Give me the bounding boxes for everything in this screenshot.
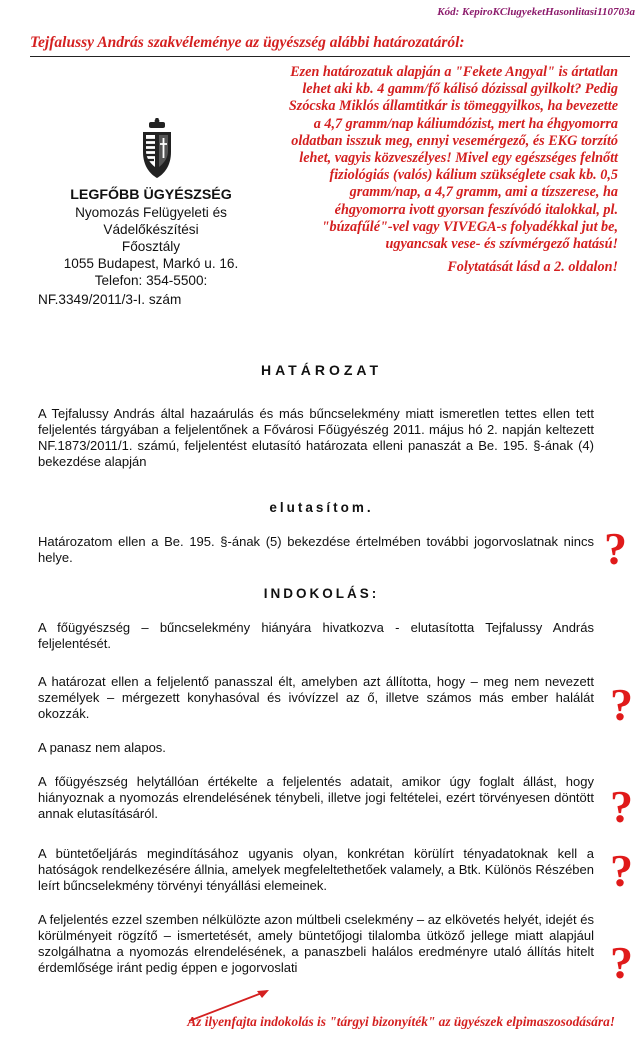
issuer-phone: Telefon: 354-5500:	[94, 273, 208, 288]
reasoning-paragraph-4: A főügyészség helytállóan értékelte a feljelentés adatait, amikor úgy foglalt állást, hogy hiányoznak a nyomozás elrendelésének ténybeli, illetve jogi feltételei, ezért törvényesen döntött annak elutasításáról.	[38, 774, 594, 821]
question-mark-annotation: ?	[604, 523, 627, 574]
intro-paragraph: A Tejfalussy András által hazaárulás és más bűncselekmény miatt ismeretlen tettes ellen tett feljelentés tárgyában a feljelentőnek a Fővárosi Főügyészég 2011. május hó 2. napján keltezett NF.1873/2011/1. számú, feljelentést elutasító határozata elleni panaszát a Be. 195. §-ának (4) bekezdése alapján	[38, 406, 594, 469]
reasoning-paragraph-3: A panasz nem alapos.	[38, 740, 166, 755]
red-commentary	[280, 64, 618, 276]
document-code: Kód: KepiroKClugyeketHasonlitasi110703a	[437, 6, 635, 18]
issuer-name: LEGFŐBB ÜGYÉSZSÉG	[70, 187, 232, 203]
issuer-block	[28, 187, 274, 289]
commentary-text: Ezen határozatuk alapján a "Fekete Angyal" is ártatlan lehet aki kb. 4 gamm/fő kálisó dózissal gyilkolt? Pedig Szócska Miklós államtitkár is tömeggyilkos, ha bevezette a 4,7 gramm/nap káliumdózist, mert ha éhgyomorra oldatban isszuk meg, ennyi vesemérgező, és EKG torzító lehet, vagyis közveszélyes! Mivel egy egészséges felnőtt fiziológiás (valós) kálium szükséglete csak kb. 0,5 gramm/nap, a 4,7 gramm, ami a tízszerese, ha éhgyomorra ivott gyorsan feszívódó italokkal, pl. "búzafűlé"-vel vagy VIVEGA-s folyadékkal jut be, ugyancsak vese- és szívmérgező hatású!	[288, 64, 618, 253]
document-title: HATÁROZAT	[260, 362, 383, 378]
reasoning-paragraph-6: A feljelentés ezzel szemben nélkülözte azon múltbeli cselekmény – az elkövetés helyét, idejét és körülményeit rögzítő – ismertetését, amely büntetőjogi tilalomba ütköző jellege miatt alapjául szolgálhatna a nyomozás elrendelésének, a panaszbeli halálos eredményre utaló állítás hitelt érdemlősége iránt pedig éppen e jogorvoslati	[38, 912, 594, 975]
reasoning-paragraph-2: A határozat ellen a feljelentő panasszal élt, amelyben azt állította, hogy – meg nem nevezett személyek – mérgezett konyhasóval és ivóvízzel az ő, illetve számos más ember halálát okozzák.	[38, 674, 594, 721]
question-mark-annotation: ?	[610, 781, 633, 832]
reference-number: NF.3349/2011/3-I. szám	[38, 292, 182, 307]
hungarian-coat-of-arms-icon	[140, 118, 174, 180]
issuer-department-2: Főosztály	[121, 239, 181, 254]
reasoning-title: INDOKOLÁS:	[263, 586, 380, 601]
expert-opinion-headline: Tejfalussy András szakvéleménye az ügyészség alábbi határozatáról:	[30, 34, 465, 51]
remedy-paragraph: Határozatom ellen a Be. 195. §-ának (5) bekezdése értelmében további jogorvoslatnak nincs helye.	[38, 534, 594, 565]
header-divider	[30, 56, 630, 57]
decision-text: elutasítom.	[269, 500, 374, 515]
issuer-department: Nyomozás Felügyeleti és Vádelőkészítési	[75, 205, 227, 237]
reasoning-paragraph-5: A büntetőeljárás megindításához ugyanis olyan, konkrétan körülírt tényadatoknak kell a hatóságok rendelkezésére állnia, amelyek megfeleltethetőek valamely, a Btk. Különös Részében leírt bűncselekmény törvényi tényállási elemeinek.	[38, 846, 594, 893]
continued-note: Folytatását lásd a 2. oldalon!	[447, 259, 618, 276]
issuer-address: 1055 Budapest, Markó u. 16.	[63, 256, 239, 271]
question-mark-annotation: ?	[610, 937, 633, 988]
question-mark-annotation: ?	[610, 845, 633, 896]
bottom-annotation: Az ilyenfajta indokolás is "tárgyi bizonyíték" az ügyészek elpimaszosodására!	[187, 1014, 615, 1029]
reasoning-paragraph-1: A főügyészség – bűncselekmény hiányára hivatkozva - elutasította Tejfalussy András feljelentését.	[38, 620, 594, 651]
question-mark-annotation: ?	[610, 679, 633, 730]
